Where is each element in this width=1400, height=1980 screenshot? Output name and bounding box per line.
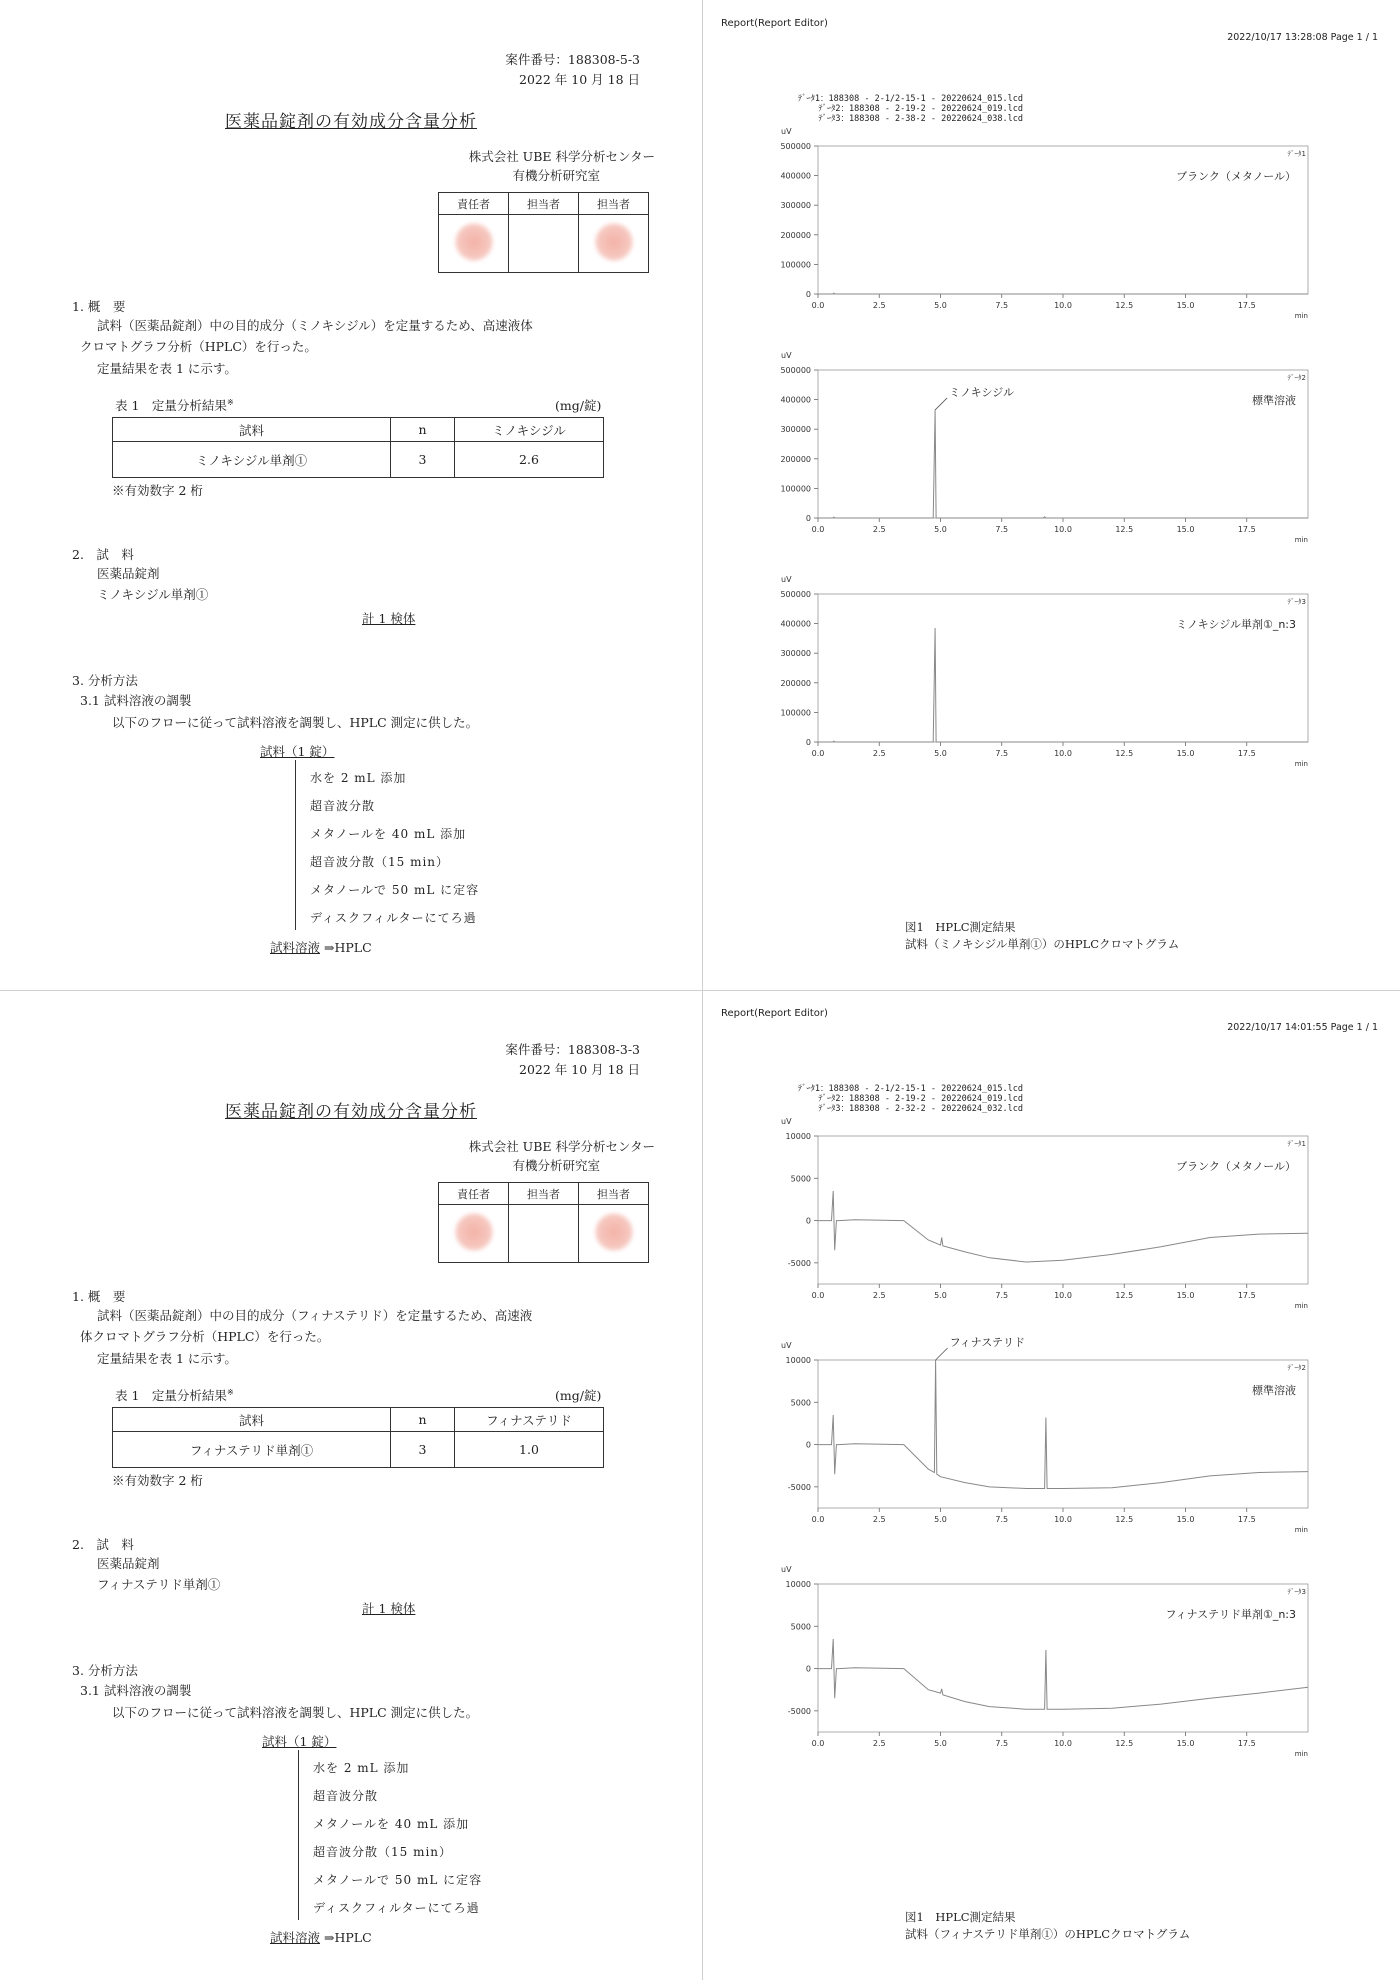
- x-tick-label: 12.5: [1115, 1291, 1134, 1300]
- report-date: 2022 年 10 月 18 日: [519, 1062, 640, 1077]
- x-tick-label: 0.0: [811, 1291, 825, 1300]
- y-tick-label: 0: [805, 1440, 811, 1450]
- table-cell: 2.6: [455, 442, 604, 478]
- y-tick-label: 100000: [780, 260, 811, 270]
- x-tick-label: 12.5: [1115, 749, 1134, 758]
- overview-text: 試料（医薬品錠剤）中の目的成分（ミノキシジル）を定量するため、高速液体: [97, 318, 533, 333]
- page-title: 医薬品錠剤の有効成分含量分析: [225, 112, 477, 132]
- company-name: 株式会社 UBE 科学分析センター: [468, 1139, 655, 1154]
- chart-title: ミノキシジル単剤①_n:3: [1176, 618, 1296, 631]
- table-header-cell: 試料: [113, 418, 391, 442]
- flow-step: メタノールで 50 mL に定容: [313, 1873, 483, 1887]
- flow-line: [298, 1750, 299, 1920]
- y-tick-label: 0: [805, 514, 811, 523]
- peak-annotation: ミノキシジル: [949, 385, 1015, 399]
- x-tick-label: 0.0: [811, 301, 825, 310]
- x-tick-label: 15.0: [1176, 1291, 1195, 1300]
- y-tick-label: 0: [805, 1664, 811, 1674]
- table-header-cell: ミノキシジル: [455, 418, 604, 442]
- plot-frame: [818, 1360, 1308, 1508]
- flow-step: メタノールを 40 mL 添加: [310, 827, 467, 841]
- result-table: [112, 1407, 604, 1468]
- x-tick-label: 10.0: [1054, 1291, 1072, 1300]
- y-tick-label: 5000: [790, 1398, 811, 1408]
- chromatogram-trace: [818, 1360, 1308, 1489]
- overview-text: 定量結果を表 1 に示す。: [97, 361, 237, 376]
- chromatogram-page-finasteride: [703, 990, 1400, 1980]
- figure-caption: 図1 HPLC測定結果: [905, 1910, 1016, 1924]
- seal-stamp: [454, 1212, 494, 1252]
- flow-step: 水を 2 mL 添加: [310, 771, 407, 785]
- company-name: 株式会社 UBE 科学分析センター: [468, 149, 655, 164]
- flow-step: メタノールを 40 mL 添加: [313, 1817, 470, 1831]
- plot-frame: [818, 1584, 1308, 1732]
- table-cell: 3: [391, 442, 455, 478]
- table-cell: フィナステリド単剤①: [113, 1432, 391, 1468]
- flow-step: 超音波分散（15 min）: [313, 1845, 453, 1859]
- x-tick-label: 12.5: [1115, 1515, 1134, 1524]
- chart-title: 標準溶液: [1252, 1384, 1296, 1397]
- y-tick-label: 5000: [790, 1174, 811, 1184]
- x-tick-label: 15.0: [1176, 1739, 1195, 1748]
- y-tick-label: 500000: [780, 142, 811, 151]
- report-date: 2022 年 10 月 18 日: [519, 72, 640, 87]
- y-tick-label: 200000: [780, 678, 811, 688]
- trace-label: ﾃﾞｰﾀ3: [1287, 1588, 1306, 1596]
- overview-text: 体クロマトグラフ分析（HPLC）を行った。: [80, 1329, 330, 1344]
- x-tick-label: 17.5: [1237, 1515, 1256, 1524]
- x-tick-label: 2.5: [872, 525, 886, 534]
- x-tick-label: 0.0: [811, 749, 825, 758]
- chromatogram-trace: [818, 1639, 1308, 1709]
- lab-name: 有機分析研究室: [512, 168, 600, 183]
- peak-annotation: フィナステリド: [949, 1336, 1026, 1349]
- y-tick-label: -5000: [787, 1258, 811, 1268]
- report-editor-header: Report(Report Editor): [721, 18, 828, 29]
- chromatogram-trace: [818, 1191, 1308, 1262]
- overview-text: 定量結果を表 1 に示す。: [97, 1351, 237, 1366]
- approval-stamp-table: [438, 1182, 649, 1263]
- y-tick-label: 0: [805, 290, 811, 299]
- x-tick-label: 17.5: [1237, 1291, 1256, 1300]
- y-tick-label: 100000: [780, 484, 811, 494]
- x-tick-label: 5.0: [934, 1515, 947, 1524]
- table-unit: (mg/錠): [555, 1388, 602, 1403]
- table-header-cell: n: [391, 418, 455, 442]
- flow-step: メタノールで 50 mL に定容: [310, 883, 480, 897]
- x-tick-label: 7.5: [995, 1515, 1009, 1524]
- method-text: 以下のフローに従って試料溶液を調製し、HPLC 測定に供した。: [112, 1705, 479, 1720]
- x-tick-label: 15.0: [1176, 749, 1195, 758]
- x-tick-label: 10.0: [1054, 1515, 1072, 1524]
- table-caption: 表 1 定量分析結果※: [115, 397, 234, 413]
- x-tick-label: 17.5: [1237, 749, 1256, 758]
- chromatogram-standard: [703, 1336, 1400, 1546]
- chromatogram-standard: [703, 346, 1400, 556]
- sample-total: 計 1 検体: [362, 1601, 416, 1616]
- x-tick-label: 2.5: [872, 1291, 886, 1300]
- y-tick-label: 5000: [790, 1622, 811, 1632]
- flow-step: 超音波分散: [313, 1789, 379, 1803]
- data-file-list: ﾃﾞｰﾀ1：188308 - 2-1/2-15-1 - 20220624_015.lcd ﾃﾞｰﾀ2：188308 - 2-19-2 - 20220624_019.lcd ﾃﾞｰﾀ3：188308 - 2-38-2 - 20220624_038.lcd: [797, 94, 1023, 124]
- x-tick-label: 15.0: [1176, 301, 1195, 310]
- x-axis-unit: min: [1294, 536, 1308, 544]
- table-header-cell: n: [391, 1408, 455, 1432]
- y-tick-label: 300000: [780, 201, 811, 211]
- chromatogram-sample: [703, 570, 1400, 780]
- x-axis-unit: min: [1294, 312, 1308, 320]
- chart-title: ブランク（メタノール）: [1176, 1160, 1296, 1173]
- table-cell: ミノキシジル単剤①: [113, 442, 391, 478]
- y-axis-unit: uV: [781, 1565, 792, 1574]
- lab-name: 有機分析研究室: [512, 1158, 600, 1173]
- report-page-finasteride: [0, 990, 700, 1980]
- chromatogram-blank: [703, 1112, 1400, 1322]
- table-unit: (mg/錠): [555, 398, 602, 413]
- y-tick-label: 400000: [780, 619, 811, 629]
- section-3-heading: 3. 分析方法: [72, 1663, 138, 1678]
- sample-item: 医薬品錠剤: [97, 1556, 160, 1571]
- table-cell: 1.0: [455, 1432, 604, 1468]
- y-tick-label: -5000: [787, 1482, 811, 1492]
- x-tick-label: 2.5: [872, 1515, 886, 1524]
- x-tick-label: 7.5: [995, 525, 1009, 534]
- y-tick-label: 500000: [780, 366, 811, 375]
- x-tick-label: 7.5: [995, 1739, 1009, 1748]
- flow-line: [295, 760, 296, 930]
- section-2-heading: 2. 試 料: [72, 547, 134, 562]
- result-table: [112, 417, 604, 478]
- chromatogram-sample: [703, 1560, 1400, 1770]
- figure-caption: 図1 HPLC測定結果: [905, 920, 1016, 934]
- section-3-1-heading: 3.1 試料溶液の調製: [80, 693, 192, 708]
- y-tick-label: 0: [805, 1216, 811, 1226]
- chromatogram-trace: [818, 410, 1308, 518]
- x-tick-label: 17.5: [1237, 525, 1256, 534]
- trace-label: ﾃﾞｰﾀ1: [1287, 150, 1306, 158]
- flow-step: 水を 2 mL 添加: [313, 1761, 410, 1775]
- x-tick-label: 2.5: [872, 749, 886, 758]
- plot-frame: [818, 370, 1308, 518]
- y-axis-unit: uV: [781, 1117, 792, 1126]
- y-tick-label: 200000: [780, 454, 811, 464]
- section-1-heading: 1. 概 要: [72, 1289, 126, 1304]
- print-timestamp: 2022/10/17 13:28:08 Page 1 / 1: [1227, 32, 1378, 43]
- figure-caption: 試料（フィナステリド単剤①）のHPLCクロマトグラム: [905, 1927, 1191, 1941]
- x-tick-label: 15.0: [1176, 525, 1195, 534]
- stamp-header: 担当者: [579, 1183, 649, 1205]
- x-tick-label: 5.0: [934, 1739, 947, 1748]
- y-axis-unit: uV: [781, 575, 792, 584]
- x-tick-label: 12.5: [1115, 1739, 1134, 1748]
- print-timestamp: 2022/10/17 14:01:55 Page 1 / 1: [1227, 1022, 1378, 1033]
- chromatogram-page-minoxidil: [703, 0, 1400, 990]
- chart-title: 標準溶液: [1252, 394, 1296, 407]
- section-1-heading: 1. 概 要: [72, 299, 126, 314]
- x-tick-label: 5.0: [934, 749, 947, 758]
- method-text: 以下のフローに従って試料溶液を調製し、HPLC 測定に供した。: [112, 715, 479, 730]
- table-header-cell: 試料: [113, 1408, 391, 1432]
- plot-frame: [818, 146, 1308, 294]
- stamp-header: 担当者: [509, 193, 579, 215]
- table-header-cell: フィナステリド: [455, 1408, 604, 1432]
- x-axis-unit: min: [1294, 1526, 1308, 1534]
- overview-text: 試料（医薬品錠剤）中の目的成分（フィナステリド）を定量するため、高速液: [97, 1308, 533, 1323]
- flow-step: ディスクフィルターにてろ過: [310, 911, 477, 925]
- y-tick-label: 500000: [780, 590, 811, 599]
- seal-stamp: [454, 222, 494, 262]
- plot-frame: [818, 1136, 1308, 1284]
- x-tick-label: 10.0: [1054, 1739, 1072, 1748]
- chromatogram-trace: [818, 293, 1308, 294]
- y-tick-label: 200000: [780, 230, 811, 240]
- table-caption: 表 1 定量分析結果※: [115, 1387, 234, 1403]
- y-tick-label: 10000: [785, 1580, 811, 1589]
- stamp-header: 担当者: [579, 193, 649, 215]
- plot-frame: [818, 594, 1308, 742]
- flow-step: 超音波分散（15 min）: [310, 855, 450, 869]
- stamp-header: 担当者: [509, 1183, 579, 1205]
- x-tick-label: 5.0: [934, 1291, 947, 1300]
- overview-text: クロマトグラフ分析（HPLC）を行った。: [80, 339, 317, 354]
- x-tick-label: 0.0: [811, 1739, 825, 1748]
- report-page-minoxidil: [0, 0, 700, 990]
- chromatogram-blank: [703, 122, 1400, 332]
- y-axis-unit: uV: [781, 127, 792, 136]
- x-tick-label: 2.5: [872, 1739, 886, 1748]
- x-tick-label: 2.5: [872, 301, 886, 310]
- y-tick-label: 10000: [785, 1132, 811, 1141]
- chart-title: フィナステリド単剤①_n:3: [1165, 1608, 1296, 1621]
- sample-item: 医薬品錠剤: [97, 566, 160, 581]
- y-tick-label: 10000: [785, 1356, 811, 1365]
- x-tick-label: 7.5: [995, 749, 1009, 758]
- x-axis-unit: min: [1294, 760, 1308, 768]
- section-2-heading: 2. 試 料: [72, 1537, 134, 1552]
- x-axis-unit: min: [1294, 1302, 1308, 1310]
- sample-total: 計 1 検体: [362, 611, 416, 626]
- x-tick-label: 7.5: [995, 301, 1009, 310]
- page-title: 医薬品錠剤の有効成分含量分析: [225, 1102, 477, 1122]
- flow-end: 試料溶液 ⇒HPLC: [270, 1930, 372, 1945]
- x-tick-label: 12.5: [1115, 301, 1134, 310]
- x-axis-unit: min: [1294, 1750, 1308, 1758]
- x-tick-label: 10.0: [1054, 749, 1072, 758]
- flow-step: ディスクフィルターにてろ過: [313, 1901, 480, 1915]
- trace-label: ﾃﾞｰﾀ2: [1287, 374, 1306, 382]
- flow-end: 試料溶液 ⇒HPLC: [270, 940, 372, 955]
- x-tick-label: 12.5: [1115, 525, 1134, 534]
- case-number: 案件番号：188308-3-3: [505, 1042, 640, 1057]
- x-tick-label: 0.0: [811, 525, 825, 534]
- flow-start: 試料（1 錠）: [262, 1734, 337, 1749]
- x-tick-label: 5.0: [934, 525, 947, 534]
- table-note: ※有効数字 2 桁: [112, 1473, 203, 1488]
- sample-item: ミノキシジル単剤①: [97, 587, 209, 602]
- x-tick-label: 0.0: [811, 1515, 825, 1524]
- annotation-leader: [936, 1348, 948, 1360]
- x-tick-label: 15.0: [1176, 1515, 1195, 1524]
- x-tick-label: 10.0: [1054, 301, 1072, 310]
- seal-stamp: [594, 222, 634, 262]
- x-tick-label: 17.5: [1237, 301, 1256, 310]
- y-tick-label: 300000: [780, 425, 811, 435]
- seal-stamp: [594, 1212, 634, 1252]
- stamp-header: 責任者: [439, 193, 509, 215]
- table-cell: 3: [391, 1432, 455, 1468]
- approval-stamp-table: [438, 192, 649, 273]
- y-tick-label: 100000: [780, 708, 811, 718]
- trace-label: ﾃﾞｰﾀ1: [1287, 1140, 1306, 1148]
- x-tick-label: 17.5: [1237, 1739, 1256, 1748]
- sample-item: フィナステリド単剤①: [97, 1577, 221, 1592]
- chromatogram-trace: [818, 628, 1308, 742]
- x-tick-label: 5.0: [934, 301, 947, 310]
- annotation-leader: [935, 398, 947, 410]
- stamp-header: 責任者: [439, 1183, 509, 1205]
- table-note: ※有効数字 2 桁: [112, 483, 203, 498]
- trace-label: ﾃﾞｰﾀ3: [1287, 598, 1306, 606]
- x-tick-label: 7.5: [995, 1291, 1009, 1300]
- y-tick-label: -5000: [787, 1706, 811, 1716]
- y-tick-label: 400000: [780, 395, 811, 405]
- data-file-list: ﾃﾞｰﾀ1：188308 - 2-1/2-15-1 - 20220624_015.lcd ﾃﾞｰﾀ2：188308 - 2-19-2 - 20220624_019.lcd ﾃﾞｰﾀ3：188308 - 2-32-2 - 20220624_032.lcd: [797, 1084, 1023, 1114]
- figure-caption: 試料（ミノキシジル単剤①）のHPLCクロマトグラム: [905, 937, 1180, 951]
- trace-label: ﾃﾞｰﾀ2: [1287, 1364, 1306, 1372]
- y-axis-unit: uV: [781, 351, 792, 360]
- report-editor-header: Report(Report Editor): [721, 1008, 828, 1019]
- section-3-heading: 3. 分析方法: [72, 673, 138, 688]
- y-tick-label: 400000: [780, 171, 811, 181]
- y-tick-label: 0: [805, 738, 811, 747]
- case-number: 案件番号：188308-5-3: [505, 52, 640, 67]
- y-axis-unit: uV: [781, 1341, 792, 1350]
- section-3-1-heading: 3.1 試料溶液の調製: [80, 1683, 192, 1698]
- flow-step: 超音波分散: [310, 799, 376, 813]
- chart-title: ブランク（メタノール）: [1176, 170, 1296, 183]
- x-tick-label: 10.0: [1054, 525, 1072, 534]
- flow-start: 試料（1 錠）: [260, 744, 335, 759]
- y-tick-label: 300000: [780, 649, 811, 659]
